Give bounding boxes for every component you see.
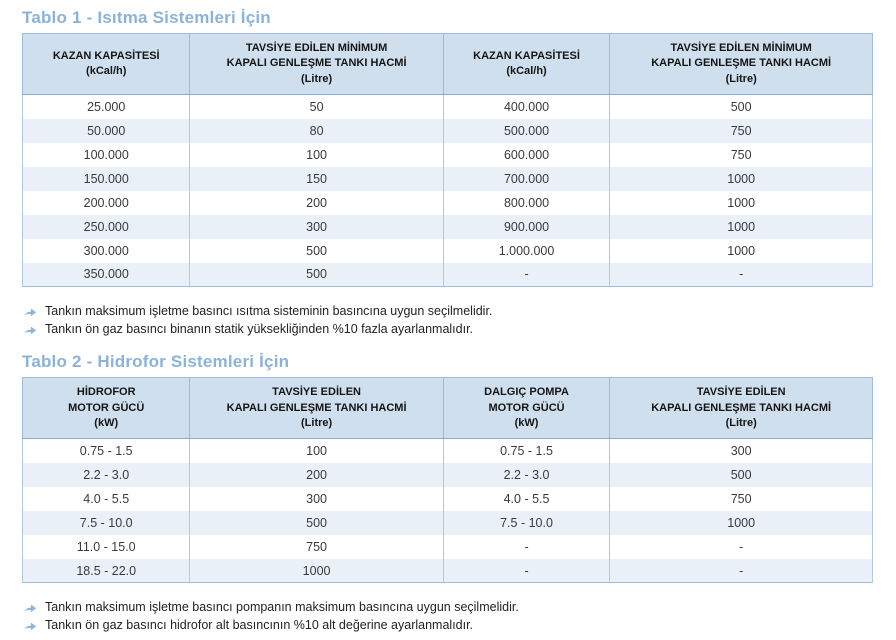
note-text: Tankın ön gaz basıncı hidrofor alt basıncının %10 alt değerine ayarlanmalıdır.	[45, 618, 474, 633]
arrow-bullet-icon	[24, 602, 37, 613]
table-cell: 100.000	[23, 143, 190, 167]
table-cell: 7.5 - 10.0	[23, 511, 190, 535]
note-text: Tankın maksimum işletme basıncı pompanın maksimum basıncına uygun seçilmelidir.	[45, 600, 519, 615]
table-cell: 500.000	[443, 119, 610, 143]
table-cell: 150.000	[23, 167, 190, 191]
table2-notes	[24, 599, 873, 634]
hydrophore-systems-section	[22, 352, 873, 634]
table-cell: 18.5 - 22.0	[23, 559, 190, 583]
table-cell: 200	[190, 463, 443, 487]
table-cell: 11.0 - 15.0	[23, 535, 190, 559]
table-cell: 50.000	[23, 119, 190, 143]
heating-systems-table	[22, 33, 873, 287]
table-cell: 100	[190, 439, 443, 463]
table-cell: 300	[190, 487, 443, 511]
column-header: TAVSİYE EDİLEN MİNİMUM KAPALI GENLEŞME TANKI HACMİ (Litre)	[190, 34, 443, 95]
table-cell: 800.000	[443, 191, 610, 215]
table2-header-row	[23, 378, 873, 439]
note-text: Tankın ön gaz basıncı binanın statik yüksekliğinden %10 fazla ayarlanmalıdır.	[45, 322, 474, 337]
table-cell: 200.000	[23, 191, 190, 215]
table-cell: 900.000	[443, 215, 610, 239]
table-cell: 0.75 - 1.5	[443, 439, 610, 463]
table-row	[23, 439, 873, 463]
table-row	[23, 167, 873, 191]
table-row	[23, 263, 873, 287]
column-header: TAVSİYE EDİLEN KAPALI GENLEŞME TANKI HACMİ (Litre)	[610, 378, 873, 439]
table-row	[23, 119, 873, 143]
note-item	[24, 303, 873, 320]
column-header: TAVSİYE EDİLEN KAPALI GENLEŞME TANKI HACMİ (Litre)	[190, 378, 443, 439]
table-cell: 4.0 - 5.5	[443, 487, 610, 511]
table-cell: 100	[190, 143, 443, 167]
table-cell: 350.000	[23, 263, 190, 287]
table-row	[23, 559, 873, 583]
table-cell: 0.75 - 1.5	[23, 439, 190, 463]
table-row	[23, 239, 873, 263]
table-cell: -	[443, 559, 610, 583]
table-cell: 300	[190, 215, 443, 239]
table-cell: 25.000	[23, 95, 190, 119]
table-cell: 500	[190, 511, 443, 535]
note-text: Tankın maksimum işletme basıncı ısıtma sisteminin basıncına uygun seçilmelidir.	[45, 304, 493, 319]
table-cell: 80	[190, 119, 443, 143]
table-cell: -	[610, 535, 873, 559]
table-cell: 4.0 - 5.5	[23, 487, 190, 511]
table-cell: 50	[190, 95, 443, 119]
column-header: KAZAN KAPASİTESİ (kCal/h)	[23, 34, 190, 95]
table-cell: 1000	[610, 511, 873, 535]
table-row	[23, 95, 873, 119]
table-cell: 2.2 - 3.0	[23, 463, 190, 487]
table-cell: 750	[610, 119, 873, 143]
arrow-bullet-icon	[24, 324, 37, 335]
table-row	[23, 487, 873, 511]
table-cell: 1000	[610, 215, 873, 239]
table-cell: 1000	[610, 191, 873, 215]
table-cell: 300	[610, 439, 873, 463]
table2-title: Tablo 2 - Hidrofor Sistemleri İçin	[22, 352, 290, 372]
table-cell: 200	[190, 191, 443, 215]
table-cell: 150	[190, 167, 443, 191]
note-item	[24, 617, 873, 634]
table-cell: 2.2 - 3.0	[443, 463, 610, 487]
note-item	[24, 599, 873, 616]
table-cell: 750	[610, 143, 873, 167]
table-cell: 500	[610, 95, 873, 119]
table-cell: 1000	[190, 559, 443, 583]
column-header: DALGIÇ POMPA MOTOR GÜCÜ (kW)	[443, 378, 610, 439]
table-row	[23, 215, 873, 239]
hydrophore-systems-table	[22, 377, 873, 583]
table-row	[23, 143, 873, 167]
table-cell: -	[443, 535, 610, 559]
table-cell: 250.000	[23, 215, 190, 239]
table-cell: 7.5 - 10.0	[443, 511, 610, 535]
column-header: HİDROFOR MOTOR GÜCÜ (kW)	[23, 378, 190, 439]
table-cell: -	[610, 559, 873, 583]
table-row	[23, 511, 873, 535]
table-cell: 1000	[610, 239, 873, 263]
table-cell: 500	[190, 239, 443, 263]
table-cell: 1.000.000	[443, 239, 610, 263]
column-header: TAVSİYE EDİLEN MİNİMUM KAPALI GENLEŞME TANKI HACMİ (Litre)	[610, 34, 873, 95]
table1-notes	[24, 303, 873, 338]
table-cell: -	[610, 263, 873, 287]
table-cell: 750	[190, 535, 443, 559]
table-cell: 600.000	[443, 143, 610, 167]
table-row	[23, 463, 873, 487]
table-cell: 1000	[610, 167, 873, 191]
arrow-bullet-icon	[24, 620, 37, 631]
arrow-bullet-icon	[24, 306, 37, 317]
column-header: KAZAN KAPASİTESİ (kCal/h)	[443, 34, 610, 95]
heating-systems-section	[22, 8, 873, 338]
table1-header-row	[23, 34, 873, 95]
table1-title: Tablo 1 - Isıtma Sistemleri İçin	[22, 8, 271, 27]
table-cell: 300.000	[23, 239, 190, 263]
table-cell: 500	[190, 263, 443, 287]
table-cell: -	[443, 263, 610, 287]
table-cell: 500	[610, 463, 873, 487]
table-row	[23, 535, 873, 559]
table-cell: 750	[610, 487, 873, 511]
note-item	[24, 321, 873, 338]
table-row	[23, 191, 873, 215]
table-cell: 700.000	[443, 167, 610, 191]
table-cell: 400.000	[443, 95, 610, 119]
